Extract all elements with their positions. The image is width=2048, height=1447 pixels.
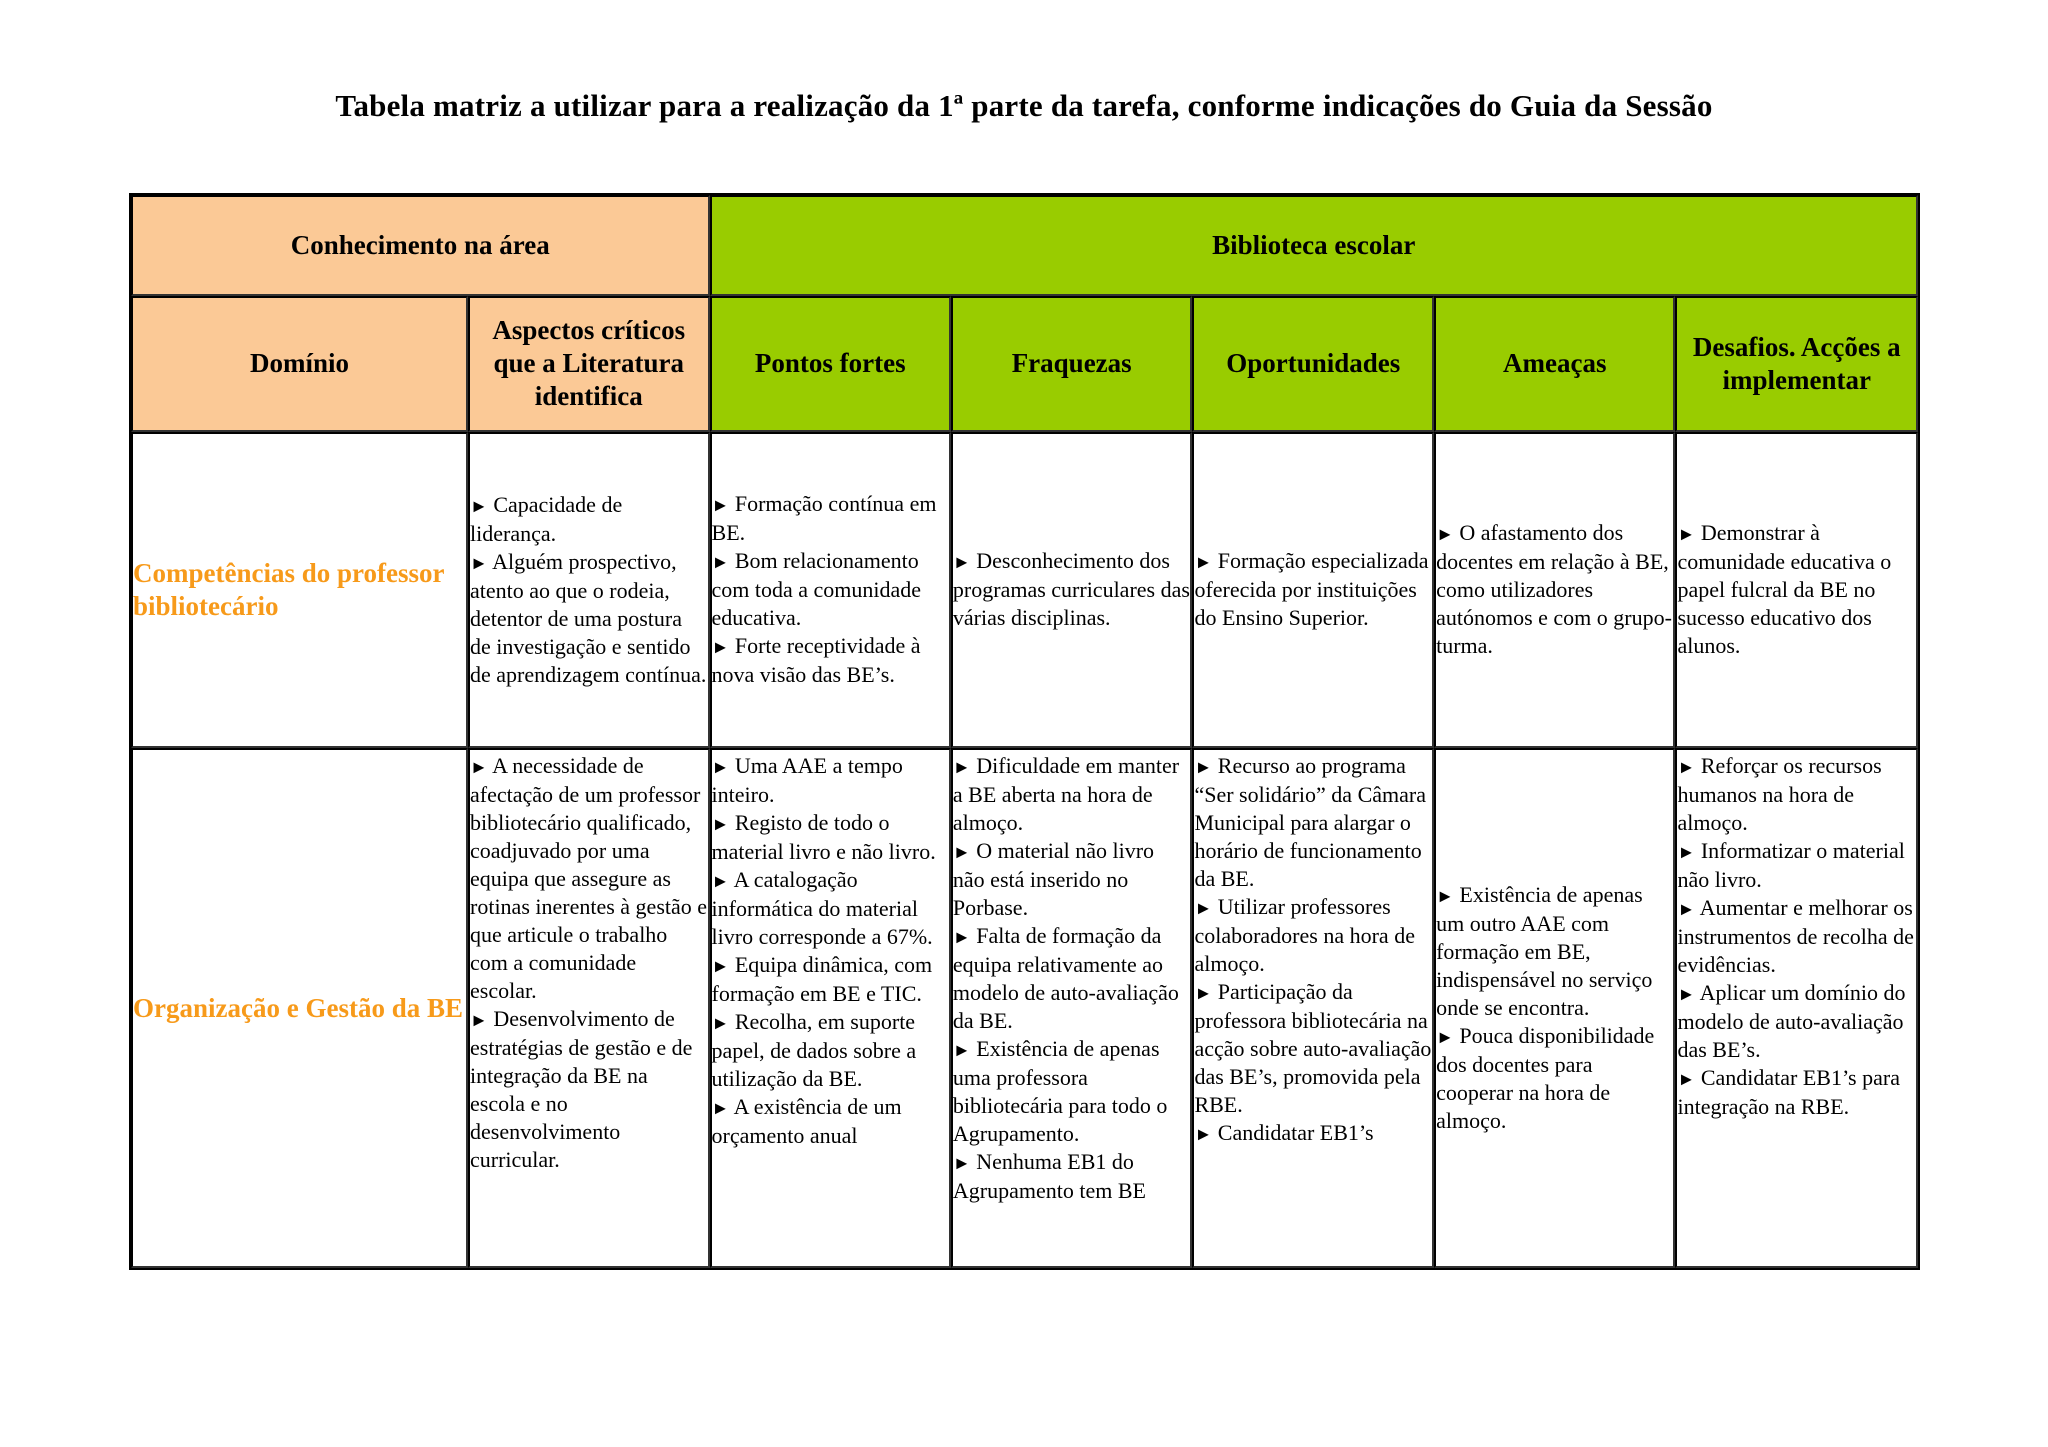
bullet-arrow-icon: ►	[711, 552, 730, 573]
bullet-list	[1436, 519, 1673, 660]
domain-label: Competências do professor bibliotecário	[131, 432, 468, 749]
bullet-arrow-icon: ►	[1677, 757, 1696, 778]
list-item-text: Aumentar e melhorar os instrumentos de recolha de evidências.	[1677, 895, 1914, 978]
bullet-list	[953, 752, 1191, 1205]
bullet-arrow-icon: ►	[1677, 842, 1696, 863]
list-item	[953, 837, 1191, 922]
table-cell	[1192, 748, 1434, 1268]
list-item	[1677, 894, 1916, 979]
table-row	[131, 748, 1918, 1268]
bullet-list	[1194, 752, 1432, 1148]
bullet-arrow-icon: ►	[711, 956, 730, 977]
list-item	[470, 752, 708, 1005]
table-cell	[710, 748, 951, 1268]
list-item-text: Informatizar o material não livro.	[1677, 838, 1905, 893]
list-item-text: Formação contínua em BE.	[711, 491, 937, 546]
bullet-arrow-icon: ►	[1677, 984, 1696, 1005]
list-item	[712, 951, 949, 1008]
bullet-arrow-icon: ►	[1677, 524, 1696, 545]
cell-content	[470, 750, 708, 1260]
table-cell	[1192, 432, 1434, 749]
list-item-text: Recurso ao programa “Ser solidário” da Câmara Municipal para alargar o horário de funcionamento da BE.	[1194, 753, 1426, 892]
list-item	[1194, 978, 1432, 1119]
list-item-text: Recolha, em suporte papel, de dados sobre a utilização da BE.	[711, 1009, 917, 1092]
list-item	[1677, 1064, 1916, 1121]
bullet-arrow-icon: ►	[1194, 983, 1213, 1004]
bullet-list	[470, 491, 708, 689]
list-item	[712, 752, 949, 809]
list-item-text: Alguém prospectivo, atento ao que o rodeia, detentor de uma postura de investigação e sentido de aprendizagem contínua.	[470, 548, 707, 687]
list-item	[953, 922, 1191, 1035]
table-row	[131, 432, 1918, 749]
list-item	[953, 547, 1191, 632]
list-item-text: Demonstrar à comunidade educativa o papel fulcral da BE no sucesso educativo dos alunos.	[1677, 520, 1892, 659]
cell-content	[712, 490, 949, 689]
cell-content	[1436, 519, 1673, 660]
bullet-arrow-icon: ►	[952, 1040, 971, 1061]
bullet-list	[712, 490, 949, 689]
column-header-strengths: Pontos fortes	[710, 296, 951, 432]
list-item-text: O material não livro não está inserido no Porbase.	[952, 838, 1155, 921]
list-item-text: A existência de um orçamento anual	[711, 1094, 902, 1149]
list-item-text: Existência de apenas um outro AAE com formação em BE, indispensável no serviço onde se encontra.	[1436, 882, 1653, 1021]
list-item	[1677, 837, 1916, 894]
bullet-arrow-icon: ►	[1677, 899, 1696, 920]
list-item	[712, 632, 949, 689]
column-header-threats: Ameaças	[1434, 296, 1675, 432]
bullet-arrow-icon: ►	[1436, 886, 1454, 907]
list-item	[1677, 979, 1916, 1064]
bullet-arrow-icon: ►	[1436, 524, 1454, 545]
cell-content	[470, 491, 708, 689]
cell-content	[1677, 519, 1916, 660]
bullet-arrow-icon: ►	[470, 1010, 488, 1031]
bullet-arrow-icon: ►	[1194, 1124, 1213, 1145]
domain-label: Organização e Gestão da BE	[131, 748, 468, 1268]
list-item-text: Reforçar os recursos humanos na hora de almoço.	[1677, 753, 1882, 836]
list-item-text: O afastamento dos docentes em relação à BE, como utilizadores autónomos e com o grupo-turma.	[1436, 520, 1672, 659]
list-item	[470, 1005, 708, 1174]
table-cell	[1434, 748, 1675, 1268]
table-cell	[1434, 432, 1675, 749]
table-cell	[1675, 432, 1918, 749]
bullet-arrow-icon: ►	[711, 637, 730, 658]
bullet-arrow-icon: ►	[470, 552, 488, 573]
list-item	[470, 548, 708, 689]
column-header-row	[131, 296, 1918, 432]
list-item	[953, 752, 1191, 837]
bullet-arrow-icon: ►	[711, 1098, 730, 1119]
bullet-list	[1194, 547, 1432, 632]
list-item	[1194, 1119, 1432, 1148]
list-item	[1436, 519, 1673, 660]
bullet-arrow-icon: ►	[1194, 757, 1213, 778]
bullet-list	[1677, 752, 1916, 1121]
table-cell	[468, 748, 710, 1268]
cell-content	[712, 750, 949, 1260]
list-item	[1194, 547, 1432, 632]
bullet-arrow-icon: ►	[1194, 898, 1213, 919]
bullet-arrow-icon: ►	[711, 1013, 730, 1034]
cell-content	[1194, 750, 1432, 1260]
list-item	[1194, 752, 1432, 893]
list-item-text: Desenvolvimento de estratégias de gestão e de integração da BE na escola e no desenvolvimento curricular.	[470, 1006, 693, 1173]
list-item	[470, 491, 708, 548]
list-item-text: Desconhecimento dos programas curriculares das várias disciplinas.	[952, 548, 1190, 631]
list-item	[712, 547, 949, 632]
list-item-text: Utilizar professores colaboradores na hora de almoço.	[1194, 894, 1415, 977]
list-item-text: Registo de todo o material livro e não livro.	[711, 810, 936, 865]
bullet-arrow-icon: ►	[952, 1153, 971, 1174]
bullet-arrow-icon: ►	[470, 757, 488, 778]
list-item	[1677, 752, 1916, 837]
group-header-row	[131, 195, 1918, 296]
bullet-arrow-icon: ►	[952, 927, 971, 948]
cell-content	[1436, 881, 1673, 1135]
list-item	[712, 866, 949, 951]
bullet-arrow-icon: ►	[952, 757, 971, 778]
bullet-list	[470, 752, 708, 1174]
table-cell	[468, 432, 710, 749]
table-cell	[951, 748, 1193, 1268]
list-item-text: Nenhuma EB1 do Agrupamento tem BE	[952, 1149, 1146, 1204]
list-item	[1194, 893, 1432, 978]
list-item-text: Equipa dinâmica, com formação em BE e TIC.	[711, 952, 933, 1007]
list-item	[1677, 519, 1916, 660]
list-item-text: Aplicar um domínio do modelo de auto-avaliação das BE’s.	[1677, 980, 1906, 1063]
list-item-text: Bom relacionamento com toda a comunidade educativa.	[711, 548, 922, 631]
column-header-weaknesses: Fraquezas	[951, 296, 1193, 432]
bullet-arrow-icon: ►	[1194, 552, 1213, 573]
list-item-text: Dificuldade em manter a BE aberta na hora de almoço.	[952, 753, 1180, 836]
document-title: Tabela matriz a utilizar para a realização da 1ª parte da tarefa, conforme indicações do Guia da Sessão	[335, 88, 1713, 123]
column-header-domain: Domínio	[131, 296, 468, 432]
cell-content	[953, 547, 1191, 632]
list-item-text: Candidatar EB1’s	[1212, 1120, 1374, 1146]
list-item	[953, 1148, 1191, 1205]
bullet-arrow-icon: ►	[711, 757, 730, 778]
table-cell	[951, 432, 1193, 749]
column-header-critical-aspects: Aspectos críticos que a Literatura identifica	[468, 296, 710, 432]
list-item	[1436, 881, 1673, 1022]
bullet-list	[712, 752, 949, 1150]
list-item	[953, 1035, 1191, 1148]
list-item-text: Pouca disponibilidade dos docentes para cooperar na hora de almoço.	[1436, 1023, 1655, 1134]
column-header-challenges: Desafios. Acções a implementar	[1675, 296, 1918, 432]
bullet-arrow-icon: ►	[1677, 1069, 1696, 1090]
list-item	[1436, 1022, 1673, 1135]
group-header-knowledge: Conhecimento na área	[131, 195, 710, 296]
bullet-arrow-icon: ►	[952, 842, 971, 863]
column-header-opportunities: Oportunidades	[1192, 296, 1434, 432]
list-item-text: Participação da professora bibliotecária na acção sobre auto-avaliação das BE’s, promovida pela RBE.	[1194, 979, 1432, 1118]
list-item	[712, 809, 949, 866]
list-item-text: Existência de apenas uma professora bibliotecária para todo o Agrupamento.	[952, 1036, 1168, 1147]
list-item-text: Uma AAE a tempo inteiro.	[711, 753, 903, 808]
table-cell	[710, 432, 951, 749]
list-item-text: Forte receptividade à nova visão das BE’s.	[711, 633, 921, 688]
cell-content	[1194, 547, 1432, 632]
group-header-school-library: Biblioteca escolar	[710, 195, 1918, 296]
bullet-arrow-icon: ►	[711, 495, 730, 516]
list-item-text: Falta de formação da equipa relativamente ao modelo de auto-avaliação da BE.	[952, 923, 1179, 1034]
bullet-arrow-icon: ►	[711, 814, 730, 835]
cell-content	[1677, 750, 1916, 1260]
bullet-arrow-icon: ►	[470, 495, 488, 516]
list-item-text: A catalogação informática do material livro corresponde a 67%.	[711, 867, 933, 950]
list-item-text: A necessidade de afectação de um professor bibliotecário qualificado, coadjuvado por uma equipa que assegure as rotinas inerentes à gestão e que articule o trabalho com a comunidade escolar.	[470, 753, 708, 1004]
list-item-text: Capacidade de liderança.	[470, 491, 623, 546]
list-item-text: Formação especializada oferecida por instituições do Ensino Superior.	[1194, 548, 1429, 631]
bullet-arrow-icon: ►	[711, 871, 730, 892]
bullet-list	[953, 547, 1191, 632]
bullet-arrow-icon: ►	[952, 552, 971, 573]
list-item	[712, 1093, 949, 1150]
list-item-text: Candidatar EB1’s para integração na RBE.	[1677, 1065, 1900, 1120]
list-item	[712, 1008, 949, 1093]
bullet-arrow-icon: ►	[1436, 1027, 1454, 1048]
table-cell	[1675, 748, 1918, 1268]
list-item	[712, 490, 949, 547]
swot-matrix-table	[129, 193, 1920, 1270]
cell-content	[953, 750, 1191, 1260]
bullet-list	[1677, 519, 1916, 660]
bullet-list	[1436, 881, 1673, 1135]
